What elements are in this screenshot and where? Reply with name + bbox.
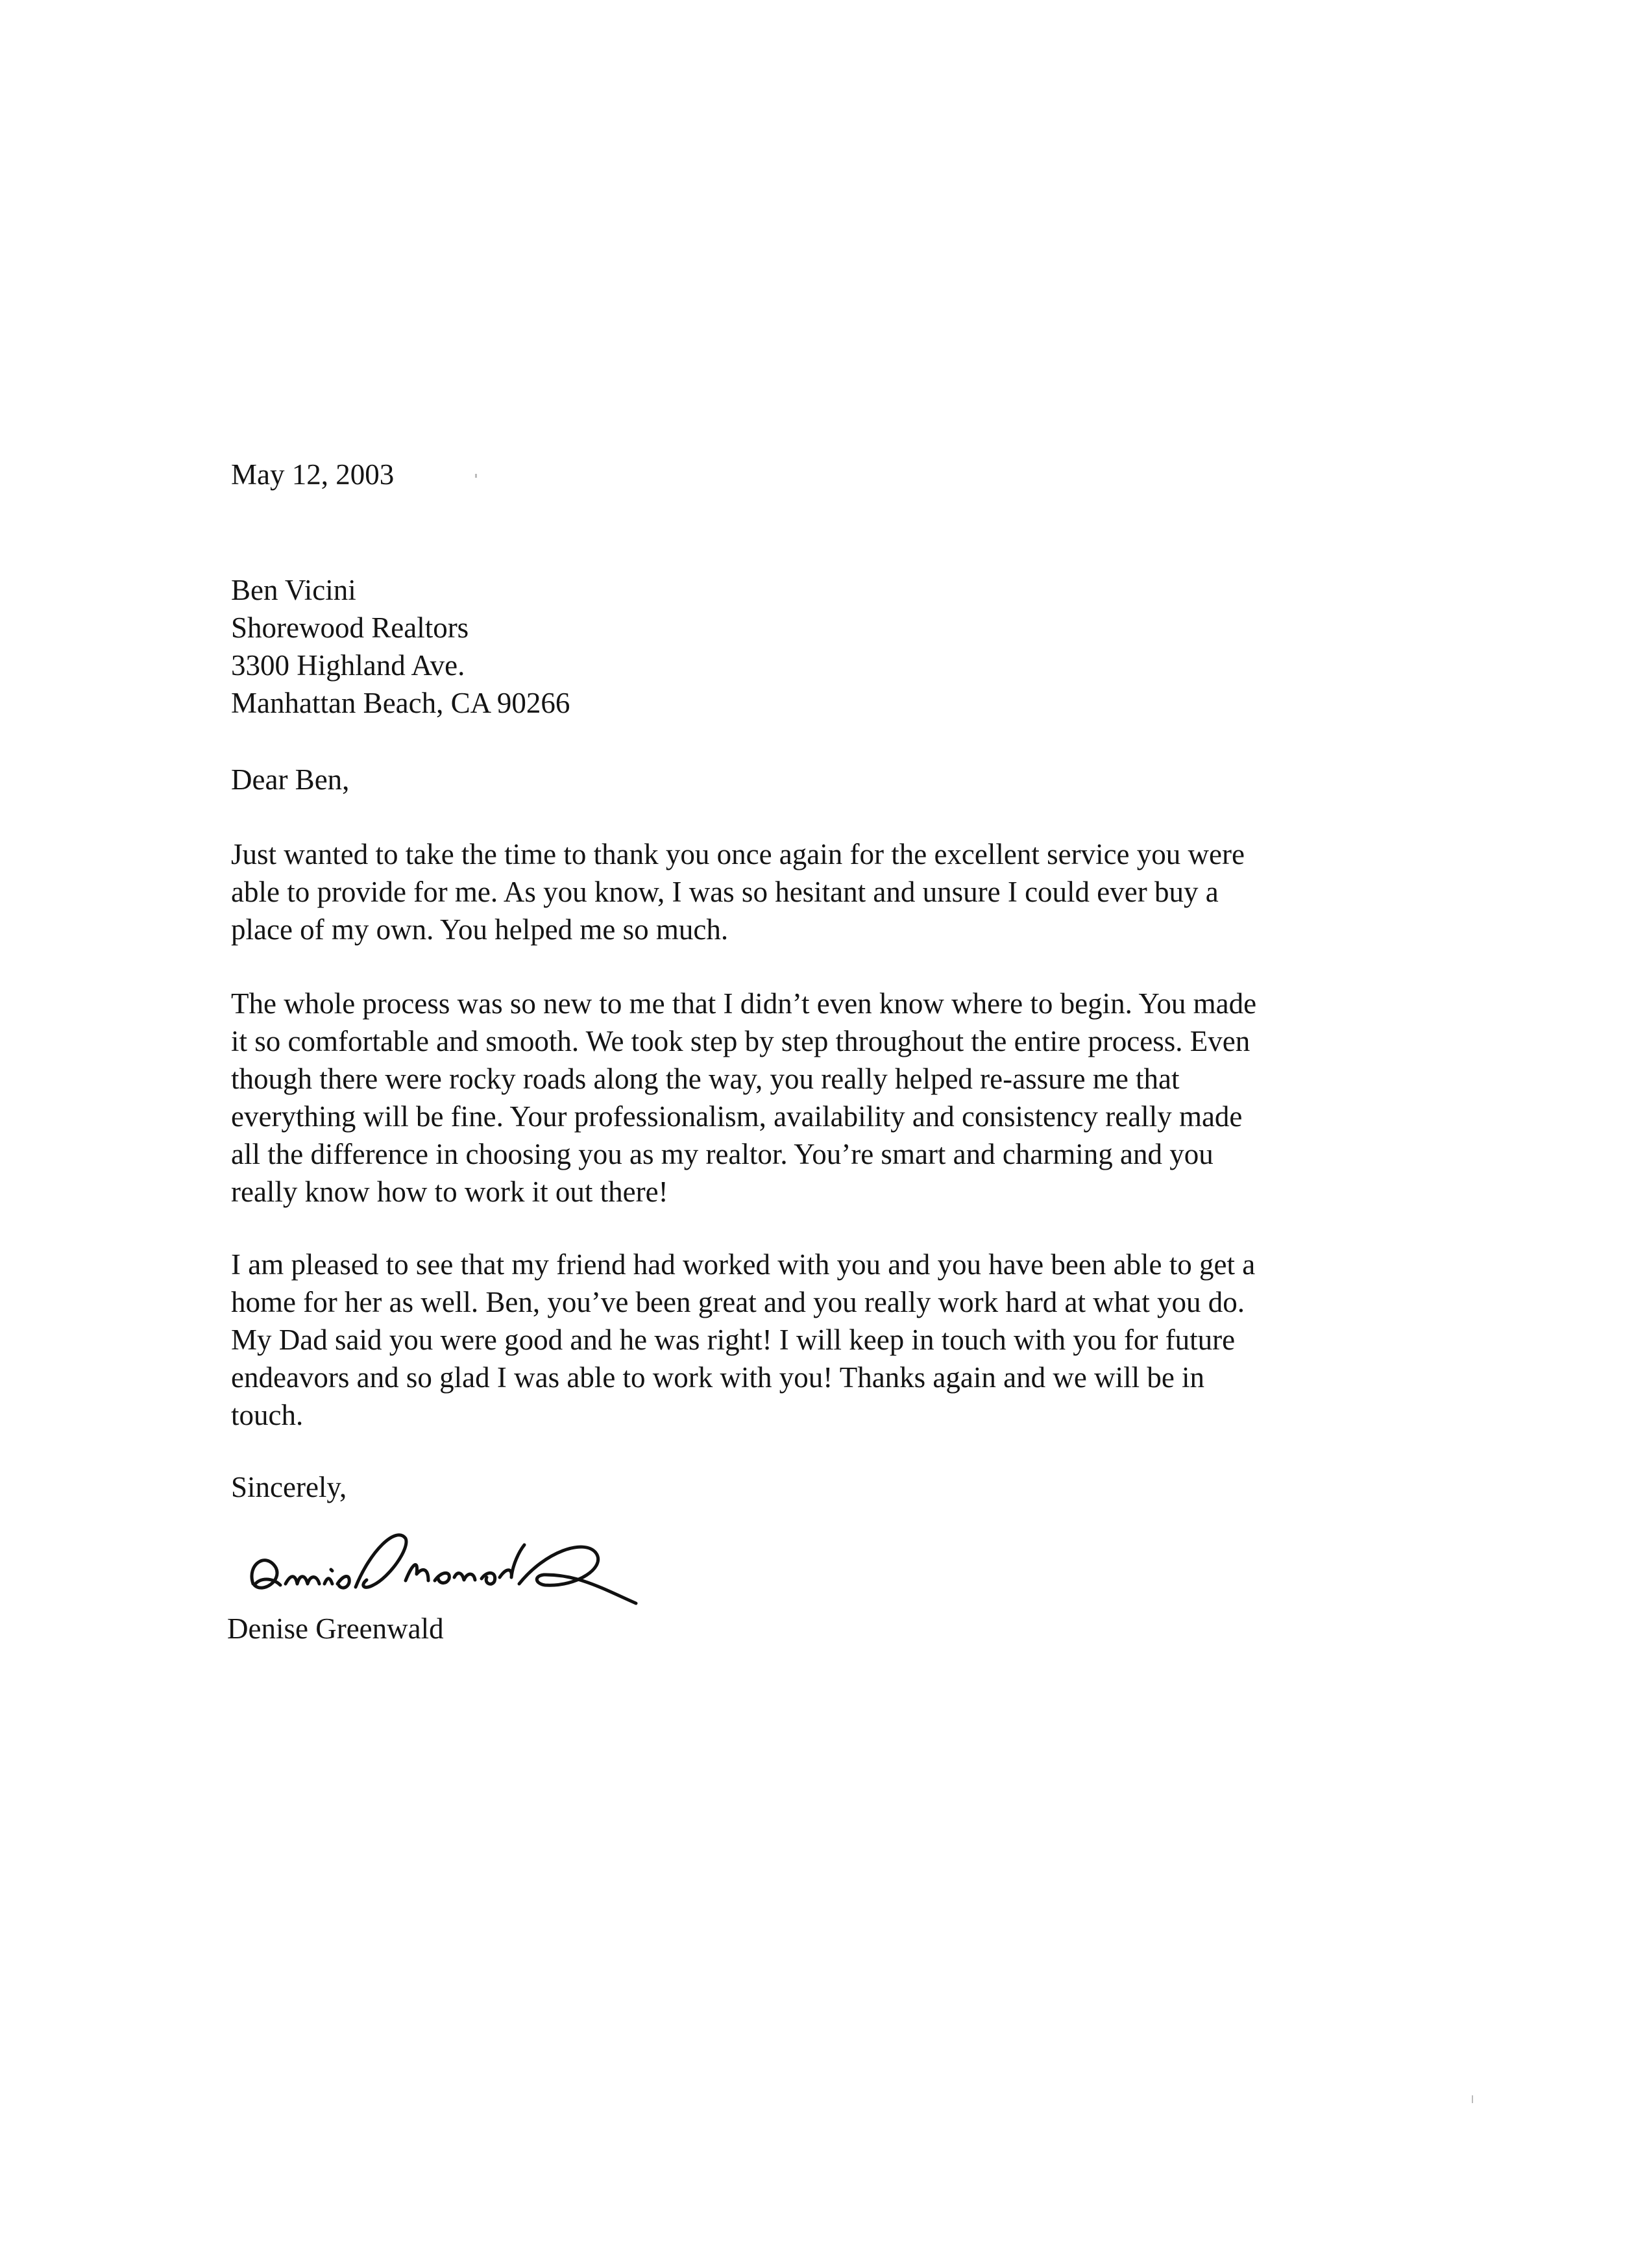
paragraph-line: really know how to work it out there! <box>231 1176 668 1208</box>
paragraph-1 <box>231 835 1245 948</box>
paragraph-line: Just wanted to take the time to thank you once again for the excellent service you were <box>231 838 1245 870</box>
recipient-address <box>231 571 570 722</box>
signer-name: Denise Greenwald <box>227 1612 444 1645</box>
paragraph-line: The whole process was so new to me that I didn’t even know where to begin. You made <box>231 987 1257 1020</box>
recipient-name: Ben Vicini <box>231 574 356 606</box>
paragraph-line: home for her as well. Ben, you’ve been great and you really work hard at what you do. <box>231 1286 1245 1318</box>
recipient-street: 3300 Highland Ave. <box>231 649 465 682</box>
paragraph-line: though there were rocky roads along the way, you really helped re-assure me that <box>231 1063 1180 1095</box>
paragraph-line: touch. <box>231 1399 304 1431</box>
recipient-city: Manhattan Beach, CA 90266 <box>231 687 570 719</box>
handwritten-signature-icon <box>240 1512 642 1623</box>
paragraph-line: I am pleased to see that my friend had worked with you and you have been able to get a <box>231 1248 1256 1281</box>
salutation: Dear Ben, <box>231 763 350 796</box>
letter-date: May 12, 2003 <box>231 458 395 491</box>
paragraph-2 <box>231 985 1256 1211</box>
paragraph-line: everything will be fine. Your professionalism, availability and consistency really made <box>231 1100 1243 1133</box>
paragraph-line: My Dad said you were good and he was right! I will keep in touch with you for future <box>231 1324 1236 1356</box>
paragraph-line: place of my own. You helped me so much. <box>231 913 729 946</box>
paragraph-line: all the difference in choosing you as my realtor. You’re smart and charming and you <box>231 1138 1214 1170</box>
closing: Sincerely, <box>231 1471 347 1503</box>
paragraph-3 <box>231 1246 1255 1434</box>
scan-speck <box>1472 2095 1473 2103</box>
paragraph-line: able to provide for me. As you know, I was so hesitant and unsure I could ever buy a <box>231 876 1219 908</box>
paragraph-line: endeavors and so glad I was able to work with you! Thanks again and we will be in <box>231 1361 1205 1394</box>
paragraph-line: it so comfortable and smooth. We took step by step throughout the entire process. Even <box>231 1025 1250 1057</box>
scan-speck <box>475 474 477 478</box>
recipient-company: Shorewood Realtors <box>231 611 469 644</box>
